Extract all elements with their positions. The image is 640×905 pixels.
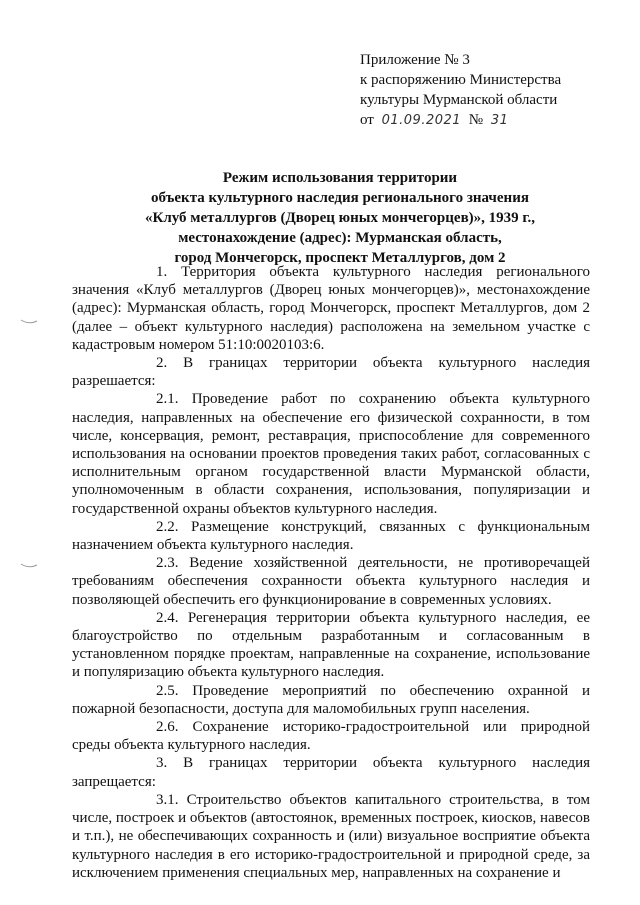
appendix-line-1: Приложение № 3 [360,52,470,68]
title-line: объекта культурного наследия регионального значения [151,190,529,206]
paragraph [72,390,590,517]
appendix-line-2: к распоряжению Министерства [360,72,562,88]
appendix-date-line [360,110,561,131]
paragraph [72,609,590,682]
paragraph [72,354,590,390]
paragraph-number: 3.1. [156,791,179,808]
paragraph-number: 1. [156,264,168,280]
paragraph-text: Строительство объектов капитального строительства, в том числе, построек и объектов (автостоянок, временных построек, киосков, навесов и т.п.), не обеспечивающих сохранность и (или) визуальное восприятие объекта культурного наследия в его историко-градостроительной и природной среде, за исключением применения специальных мер, направленных на сохранение и [72,791,590,881]
paragraph-number: 3. [156,755,168,772]
paragraph [72,791,590,882]
paragraph-text: Ведение хозяйственной деятельности, не противоречащей требованиям обеспечения сохранности объекта культурного наследия и позволяющей обеспечить его функционирование в современных условиях. [72,555,590,608]
title-line: местонахождение (адрес): Мурманская область, [178,230,502,246]
date-prefix: от [360,112,374,128]
paragraph-text: В границах территории объекта культурного наследия разрешается: [72,355,591,390]
document-body [72,263,590,882]
paragraph [72,263,590,354]
scan-binding-mark [20,562,38,570]
handwritten-number: 31 [490,113,509,128]
appendix-block [360,50,561,131]
paragraph-number: 2.6. [156,719,179,736]
paragraph [72,554,590,609]
title-line: «Клуб металлургов (Дворец юных мончегорцев)», 1939 г., [144,210,536,226]
paragraph-text: В границах территории объекта культурного наследия запрещается: [72,755,591,790]
paragraph [72,682,590,718]
paragraph-number: 2.4. [156,609,179,626]
paragraph-text: Сохранение историко-градостроительной или природной среды объекта культурного наследия. [72,719,590,754]
paragraph-number: 2.3. [156,555,179,572]
paragraph-text: Размещение конструкций, связанных с функциональным назначением объекта культурного наследия. [72,518,590,554]
paragraph [72,518,590,554]
number-prefix: № [468,112,484,128]
paragraph-number: 2.2. [156,518,179,535]
paragraph-text: Регенерация территории объекта культурного наследия, ее благоустройство по отдельным разработанным и согласованным в установленном порядке проектам, направленные на сохранение, использование и популяризацию объекта культурного наследия. [72,609,590,681]
appendix-line-3: культуры Мурманской области [360,92,558,108]
paragraph-text: Территория объекта культурного наследия регионального значения «Клуб металлургов (Дворец юных мончегорцев)», местонахождение (адрес): Мурманская область, город Мончегорск, проспект Металлургов, дом 2 (далее – объект культурного наследия) расположена на земельном участке с кадастровым номером 51:10:0020103:6. [72,264,590,353]
paragraph-number: 2.5. [156,682,179,699]
title-line: город Мончегорск, проспект Металлургов, дом 2 [174,250,506,266]
paragraph-text: Проведение мероприятий по обеспечению охранной и пожарной безопасности, доступа для маломобильных групп населения. [72,682,590,717]
handwritten-date: 01.09.2021 [381,113,462,128]
scan-binding-mark [20,318,38,326]
title-line: Режим использования территории [222,170,458,186]
paragraph [72,718,590,754]
paragraph [72,754,590,790]
paragraph-text: Проведение работ по сохранению объекта культурного наследия, направленных на обеспечение его физической сохранности, в том числе, консервация, ремонт, реставрация, приспособление для современного использования на основании проектов проведения таких работ, согласованных с исполнительным органом государственной власти Мурманской области, уполномоченным в области сохранения, использования, популяризации и государственной охраны объектов культурного наследия. [72,391,591,517]
document-title [40,168,640,268]
paragraph-number: 2.1. [156,391,179,408]
paragraph-number: 2. [156,355,168,372]
